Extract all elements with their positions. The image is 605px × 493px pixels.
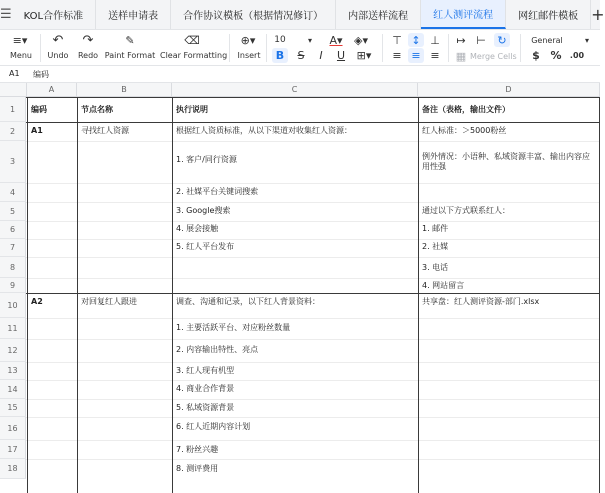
cell-c12[interactable]: 2. 内容输出特性、亮点 bbox=[176, 345, 259, 354]
decimal-button[interactable]: .00 bbox=[569, 51, 585, 60]
cell-d10[interactable]: 共享盘：红人测评资源-部门.xlsx bbox=[422, 297, 540, 306]
divider bbox=[382, 34, 383, 62]
percent-button[interactable]: % bbox=[550, 49, 562, 62]
cell-reference[interactable]: A1 bbox=[9, 69, 20, 78]
gridline bbox=[26, 380, 600, 381]
cell-c1[interactable]: 执行说明 bbox=[176, 105, 208, 114]
align-center-icon[interactable]: ≡ bbox=[408, 48, 424, 63]
bold-button[interactable]: B bbox=[272, 48, 288, 63]
divider bbox=[266, 34, 267, 62]
align-top-icon[interactable]: ⊤ bbox=[392, 33, 402, 47]
gridline bbox=[26, 339, 600, 340]
cell-c17[interactable]: 7. 粉丝兴趣 bbox=[176, 445, 219, 454]
redo-icon[interactable]: ↷ bbox=[82, 32, 94, 48]
sheet-tab-bar bbox=[0, 0, 605, 30]
cell-d3[interactable]: 例外情况：小语种、私域资源丰富、输出内容应用性强 bbox=[422, 152, 590, 171]
table-border bbox=[27, 97, 28, 493]
cell-c2[interactable]: 根据红人资质标准，从以下渠道对收集红人资源： bbox=[176, 126, 352, 135]
tab-influencer-review-flow[interactable]: 红人测评流程 bbox=[421, 0, 506, 29]
italic-button[interactable]: I bbox=[319, 49, 323, 62]
row-header[interactable]: 17 bbox=[0, 440, 26, 459]
spreadsheet-grid[interactable] bbox=[0, 83, 600, 479]
row-header[interactable]: 9 bbox=[0, 278, 26, 293]
table-border bbox=[26, 293, 600, 294]
toolbar bbox=[0, 30, 600, 66]
column-header-c[interactable]: C bbox=[172, 83, 418, 97]
gridline bbox=[26, 221, 600, 222]
cell-a10[interactable]: A2 bbox=[31, 297, 43, 306]
text-overflow-icon[interactable]: ↦ bbox=[456, 33, 466, 47]
text-clip-icon[interactable]: ⊢ bbox=[476, 33, 486, 47]
cell-c4[interactable]: 2. 社媒平台关键词搜索 bbox=[176, 187, 259, 196]
formula-input[interactable]: 编码 bbox=[33, 70, 49, 79]
gridline bbox=[26, 440, 600, 441]
divider bbox=[448, 34, 449, 62]
cell-c6[interactable]: 4. 展会接触 bbox=[176, 224, 219, 233]
layers-icon[interactable]: ☰ bbox=[0, 7, 12, 22]
align-left-icon[interactable]: ≡ bbox=[392, 49, 402, 62]
row-header[interactable]: 14 bbox=[0, 380, 26, 399]
gridline bbox=[26, 278, 600, 279]
gridline bbox=[26, 239, 600, 240]
cell-d7[interactable]: 2. 社媒 bbox=[422, 242, 449, 251]
row-header[interactable]: 2 bbox=[0, 122, 26, 141]
gridline bbox=[26, 362, 600, 363]
row-header[interactable]: 8 bbox=[0, 257, 26, 278]
row-header[interactable]: 10 bbox=[0, 293, 26, 318]
gridline bbox=[26, 459, 600, 460]
row-header[interactable]: 18 bbox=[0, 459, 26, 479]
font-color-icon[interactable]: A▾ bbox=[329, 33, 343, 47]
table-border bbox=[26, 97, 600, 98]
cell-c14[interactable]: 4. 商业合作背景 bbox=[176, 384, 235, 393]
row-header[interactable]: 1 bbox=[0, 97, 26, 122]
cell-d5[interactable]: 通过以下方式联系红人： bbox=[422, 206, 510, 215]
table-border bbox=[26, 122, 600, 123]
gridline bbox=[26, 202, 600, 203]
row-header[interactable]: 12 bbox=[0, 339, 26, 362]
number-format-select[interactable]: General bbox=[531, 35, 563, 45]
merge-cells-label[interactable]: Merge Cells bbox=[470, 52, 517, 61]
row-header[interactable]: 6 bbox=[0, 221, 26, 239]
row-header[interactable]: 11 bbox=[0, 318, 26, 339]
insert-icon[interactable]: ⊕▾ bbox=[240, 33, 256, 47]
fill-color-icon[interactable]: ◈▾ bbox=[354, 33, 368, 47]
table-border bbox=[172, 97, 173, 493]
row-header[interactable]: 3 bbox=[0, 141, 26, 183]
column-header-b[interactable]: B bbox=[77, 83, 172, 97]
cell-a1[interactable]: 编码 bbox=[31, 105, 47, 114]
cell-d2[interactable]: 红人标准：＞5000粉丝 bbox=[422, 126, 507, 135]
cell-c16[interactable]: 6. 红人近期内容计划 bbox=[176, 422, 251, 431]
formula-bar bbox=[0, 66, 600, 83]
merge-cells-icon[interactable]: ▦ bbox=[455, 49, 467, 63]
gridline bbox=[26, 399, 600, 400]
cell-c5[interactable]: 3. Google搜索 bbox=[176, 206, 231, 215]
cell-d9[interactable]: 4. 网站留言 bbox=[422, 281, 465, 290]
menu-icon[interactable]: ≡▾ bbox=[12, 33, 28, 47]
cell-b2[interactable]: 寻找红人资源 bbox=[81, 126, 129, 135]
paint-format-label[interactable]: Paint Format bbox=[104, 51, 156, 60]
insert-label[interactable]: Insert bbox=[237, 51, 261, 60]
gridline bbox=[26, 141, 600, 142]
cell-c11[interactable]: 1. 主要活跃平台、对应粉丝数量 bbox=[176, 323, 291, 332]
underline-button[interactable]: U bbox=[336, 49, 346, 62]
divider bbox=[40, 34, 41, 62]
table-border bbox=[599, 97, 600, 493]
cell-d1[interactable]: 备注（表格，输出文件） bbox=[422, 105, 510, 114]
divider bbox=[520, 34, 521, 62]
add-sheet-button[interactable]: + bbox=[591, 5, 605, 24]
table-border bbox=[418, 97, 419, 493]
cell-c13[interactable]: 3. 红人现有机型 bbox=[176, 366, 235, 375]
cell-b10[interactable]: 对回复红人跟进 bbox=[81, 297, 137, 306]
cell-c7[interactable]: 5. 红人平台发布 bbox=[176, 242, 235, 251]
row-header[interactable]: 13 bbox=[0, 362, 26, 380]
paint-format-icon[interactable]: ✎ bbox=[125, 33, 135, 47]
tab-kol-standard[interactable]: KOL合作标准 bbox=[12, 0, 96, 29]
tab-contract-template[interactable]: 合作协议模板（根据情况修订） bbox=[171, 0, 336, 29]
text-wrap-icon[interactable]: ↻ bbox=[494, 33, 510, 47]
chevron-down-icon[interactable]: ▾ bbox=[584, 35, 589, 45]
divider bbox=[229, 34, 230, 62]
cell-c3[interactable]: 1. 客户/同行资源 bbox=[176, 155, 237, 164]
chevron-down-icon[interactable]: ▾ bbox=[307, 35, 312, 45]
menu-label: Menu bbox=[10, 51, 32, 60]
column-header-a[interactable]: A bbox=[27, 83, 77, 97]
row-header[interactable]: 7 bbox=[0, 239, 26, 257]
gridline bbox=[26, 257, 600, 258]
select-all-corner[interactable] bbox=[0, 83, 27, 97]
tab-influencer-email-template[interactable]: 网红邮件模板 bbox=[506, 0, 591, 29]
cell-a2[interactable]: A1 bbox=[31, 126, 43, 135]
cell-d8[interactable]: 3. 电话 bbox=[422, 263, 449, 272]
tab-sample-request[interactable]: 送样申请表 bbox=[96, 0, 171, 29]
align-middle-icon[interactable]: ↕ bbox=[408, 33, 424, 47]
align-bottom-icon[interactable]: ⊥ bbox=[430, 33, 440, 47]
cell-c10[interactable]: 调查、沟通和记录，以下红人背景资料： bbox=[176, 297, 320, 306]
row-header[interactable]: 15 bbox=[0, 399, 26, 417]
gridline bbox=[26, 318, 600, 319]
table-border bbox=[77, 97, 78, 493]
tab-internal-sample-flow[interactable]: 内部送样流程 bbox=[336, 0, 421, 29]
cell-c15[interactable]: 5. 私域资源背景 bbox=[176, 403, 235, 412]
strikethrough-button[interactable]: S bbox=[297, 49, 305, 62]
row-header[interactable]: 4 bbox=[0, 183, 26, 202]
clear-formatting-label[interactable]: Clear Formatting bbox=[160, 51, 228, 60]
gridline bbox=[26, 417, 600, 418]
undo-icon[interactable]: ↶ bbox=[52, 32, 64, 48]
align-right-icon[interactable]: ≡ bbox=[430, 49, 440, 62]
eraser-icon[interactable]: ⌫ bbox=[184, 33, 200, 47]
undo-label[interactable]: Undo bbox=[47, 51, 69, 60]
currency-button[interactable]: $ bbox=[532, 49, 540, 62]
borders-icon[interactable]: ⊞▾ bbox=[356, 49, 372, 62]
cell-c18[interactable]: 8. 测评费用 bbox=[176, 464, 219, 473]
redo-label[interactable]: Redo bbox=[77, 51, 99, 60]
cell-d6[interactable]: 1. 邮件 bbox=[422, 224, 449, 233]
gridline bbox=[26, 183, 600, 184]
row-header[interactable]: 5 bbox=[0, 202, 26, 221]
font-size-select[interactable]: 10 bbox=[274, 35, 286, 45]
column-header-d[interactable]: D bbox=[418, 83, 600, 97]
row-header[interactable]: 16 bbox=[0, 417, 26, 440]
cell-b1[interactable]: 节点名称 bbox=[81, 105, 113, 114]
